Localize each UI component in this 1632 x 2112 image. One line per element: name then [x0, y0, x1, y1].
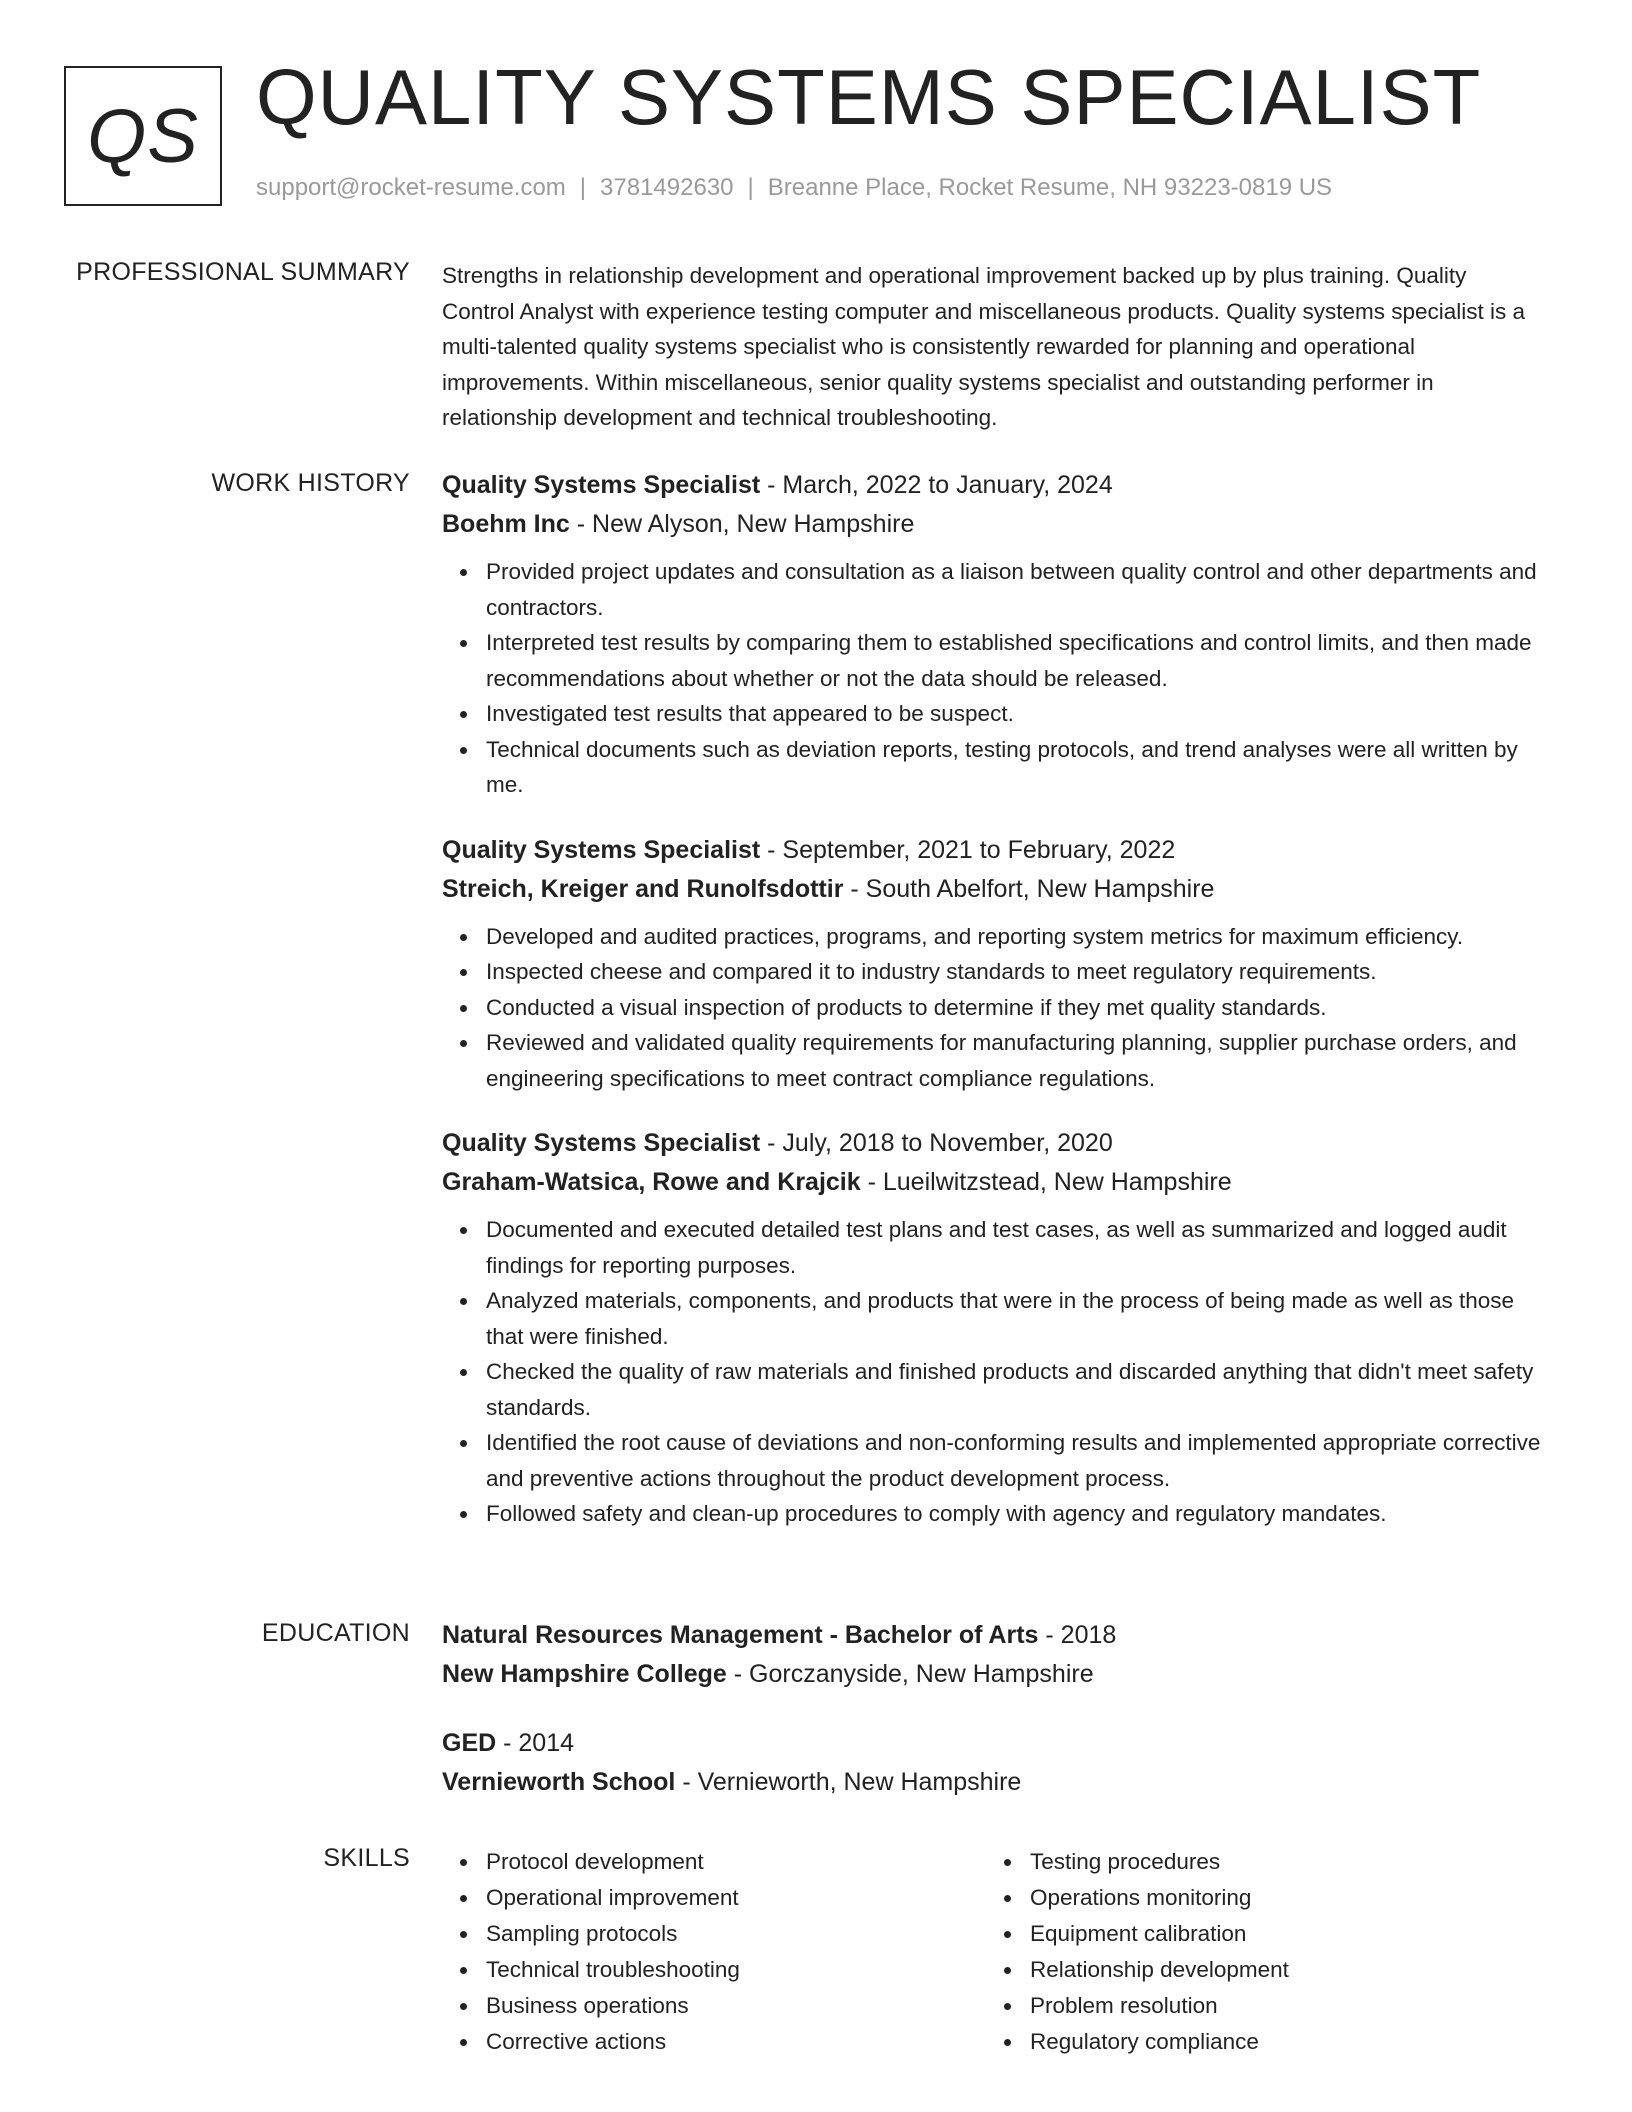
education-degree-line: [442, 1724, 1542, 1763]
skills-column-left: [442, 1844, 986, 2060]
list-item: Corrective actions: [442, 2024, 986, 2060]
job-dates: - July, 2018 to November, 2020: [760, 1129, 1113, 1157]
skills-column-right: [986, 1844, 1530, 2060]
job-location: - South Abelfort, New Hampshire: [843, 874, 1215, 903]
job-title: Quality Systems Specialist: [442, 471, 761, 499]
job-location: - Lueilwitzstead, New Hampshire: [860, 1168, 1232, 1196]
list-item: Regulatory compliance: [986, 2024, 1530, 2060]
job-title-line: [442, 1124, 1542, 1163]
summary-text: Strengths in relationship development and operational improvement backed up by plus training. Quality Control Analyst with experience testing computer and miscellaneous products. Quality systems specialist is a multi-talented quality systems specialist who is consistently rewarded for planning and operational improvements. Within miscellaneous, senior quality systems specialist and outstanding performer in relationship development and technical troubleshooting.: [442, 263, 1525, 430]
list-item: Analyzed materials, components, and products that were in the process of being made as well as those that were finished.: [442, 1283, 1542, 1354]
list-item: Identified the root cause of deviations and non-conforming results and implemented appropriate corrective and preventive actions throughout the product development process.: [442, 1425, 1542, 1496]
job-bullets: [442, 1212, 1542, 1532]
education-school-line: [442, 1655, 1542, 1694]
job-location: - New Alyson, New Hampshire: [569, 510, 915, 538]
education-year: - 2018: [1038, 1621, 1117, 1649]
list-item: Operations monitoring: [986, 1880, 1530, 1916]
list-item: Problem resolution: [986, 1988, 1530, 2024]
list-item: Conducted a visual inspection of products to determine if they met quality standards.: [442, 990, 1542, 1026]
work-history-body: [442, 466, 1542, 1560]
job-entry: [442, 1124, 1542, 1532]
job-title: Quality Systems Specialist: [442, 835, 761, 864]
list-item: Sampling protocols: [442, 1916, 986, 1952]
page-title: QUALITY SYSTEMS SPECIALIST: [256, 53, 1482, 141]
education-school-line: [442, 1763, 1542, 1802]
job-entry: [442, 466, 1542, 803]
job-company: Streich, Kreiger and Runolfsdottir: [442, 874, 844, 903]
list-item: Checked the quality of raw materials and finished products and discarded anything that didn't meet safety standards.: [442, 1354, 1542, 1425]
section-label-work-history: WORK HISTORY: [211, 469, 410, 497]
list-item: Followed safety and clean-up procedures to comply with agency and regulatory mandates.: [442, 1496, 1542, 1532]
contact-separator: |: [579, 174, 587, 201]
contact-line: [256, 174, 1332, 202]
job-company: Graham-Watsica, Rowe and Krajcik: [442, 1168, 861, 1196]
list-item: Equipment calibration: [986, 1916, 1530, 1952]
job-bullets: [442, 554, 1542, 803]
education-degree-line: [442, 1616, 1542, 1655]
list-item: Operational improvement: [442, 1880, 986, 1916]
job-title: Quality Systems Specialist: [442, 1129, 761, 1157]
list-item: Interpreted test results by comparing them to established specifications and control limits, and then made recommendations about whether or not the data should be released.: [442, 625, 1542, 696]
education-school: New Hampshire College: [442, 1660, 727, 1688]
education-degree: Natural Resources Management - Bachelor of Arts: [442, 1621, 1039, 1649]
list-item: Investigated test results that appeared to be suspect.: [442, 696, 1542, 732]
contact-email[interactable]: support@rocket-resume.com: [256, 174, 566, 201]
job-company-line: [442, 505, 1542, 544]
list-item: Testing procedures: [986, 1844, 1530, 1880]
job-dates: - September, 2021 to February, 2022: [760, 835, 1176, 864]
list-item: Relationship development: [986, 1952, 1530, 1988]
skills-list: [986, 1844, 1530, 2060]
list-item: Developed and audited practices, programs, and reporting system metrics for maximum efficiency.: [442, 919, 1542, 955]
list-item: Provided project updates and consultation as a liaison between quality control and other departments and contractors.: [442, 554, 1542, 625]
education-school: Vernieworth School: [442, 1768, 676, 1796]
contact-address: Breanne Place, Rocket Resume, NH 93223-0819 US: [767, 174, 1333, 201]
education-body: [442, 1616, 1542, 1832]
education-location: - Vernieworth, New Hampshire: [675, 1768, 1022, 1796]
list-item: Business operations: [442, 1988, 986, 2024]
job-bullets: [442, 919, 1542, 1097]
list-item: Protocol development: [442, 1844, 986, 1880]
skills-body: [442, 1844, 1542, 2060]
list-item: Technical documents such as deviation reports, testing protocols, and trend analyses were all written by me.: [442, 732, 1542, 803]
contact-separator: |: [747, 174, 754, 201]
skills-list: [442, 1844, 986, 2060]
contact-phone[interactable]: 3781492630: [600, 174, 734, 201]
list-item: Documented and executed detailed test plans and test cases, as well as summarized and logged audit findings for reporting purposes.: [442, 1212, 1542, 1283]
list-item: Reviewed and validated quality requirements for manufacturing planning, supplier purchase orders, and engineering specifications to meet contract compliance regulations.: [442, 1025, 1542, 1096]
job-company: Boehm Inc: [442, 510, 570, 538]
education-entry: [442, 1724, 1542, 1802]
education-year: - 2014: [496, 1729, 575, 1757]
section-label-summary: PROFESSIONAL SUMMARY: [76, 258, 410, 286]
education-entry: [442, 1616, 1542, 1694]
monogram-box: [64, 66, 222, 206]
job-entry: [442, 831, 1542, 1097]
job-company-line: [442, 1163, 1542, 1202]
section-label-skills: SKILLS: [323, 1844, 410, 1872]
job-title-line: [442, 466, 1542, 505]
summary-body: [442, 258, 1542, 436]
list-item: Technical troubleshooting: [442, 1952, 986, 1988]
job-dates: - March, 2022 to January, 2024: [760, 471, 1113, 499]
job-company-line: [442, 870, 1542, 909]
list-item: Inspected cheese and compared it to industry standards to meet regulatory requirements.: [442, 954, 1542, 990]
monogram-text: QS: [87, 93, 199, 179]
education-degree: GED: [442, 1729, 497, 1757]
job-title-line: [442, 831, 1542, 870]
skills-grid: [442, 1844, 1542, 2060]
education-location: - Gorczanyside, New Hampshire: [726, 1660, 1094, 1688]
section-label-education: EDUCATION: [261, 1619, 410, 1647]
